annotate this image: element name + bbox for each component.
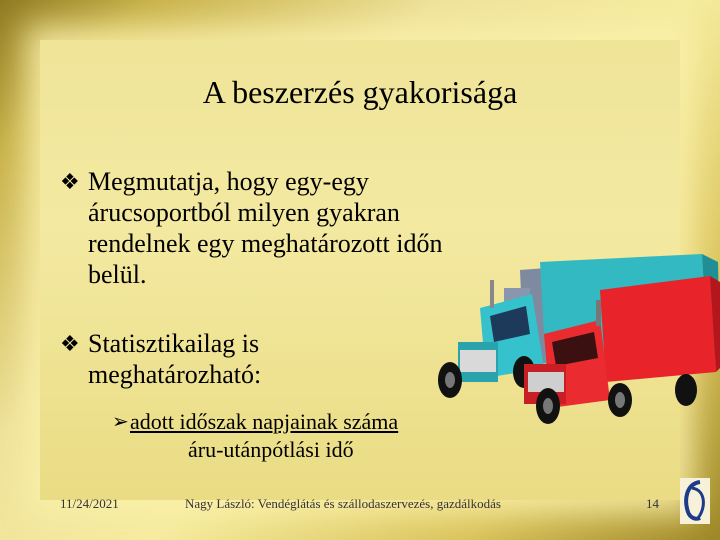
bullet-1-text: Megmutatja, hogy egy-egy árucsoportból milyen gyakran rendelnek egy meghatározott időn belül. (88, 167, 443, 289)
bullet-diamond-icon: ❖ (60, 331, 80, 356)
bullet-diamond-icon: ❖ (60, 169, 80, 194)
trucks-clipart (420, 250, 720, 430)
footer-date: 11/24/2021 (60, 496, 119, 511)
slide-title: A beszerzés gyakorisága (202, 74, 518, 110)
footer-author: Nagy László: Vendéglátás és szállodaszervezés, gazdálkodás (185, 496, 501, 511)
formula-denominator: áru-utánpótlási idő (188, 437, 354, 462)
logo-icon (680, 478, 710, 524)
arrow-bullet-icon: ➢ (112, 411, 129, 433)
bullet-2-text: Statisztikailag is meghatározható: (88, 329, 262, 389)
slide-number: 14 (646, 496, 659, 511)
formula (112, 408, 398, 464)
formula-numerator: adott időszak napjainak száma (130, 409, 399, 434)
bullet-2 (60, 328, 360, 390)
